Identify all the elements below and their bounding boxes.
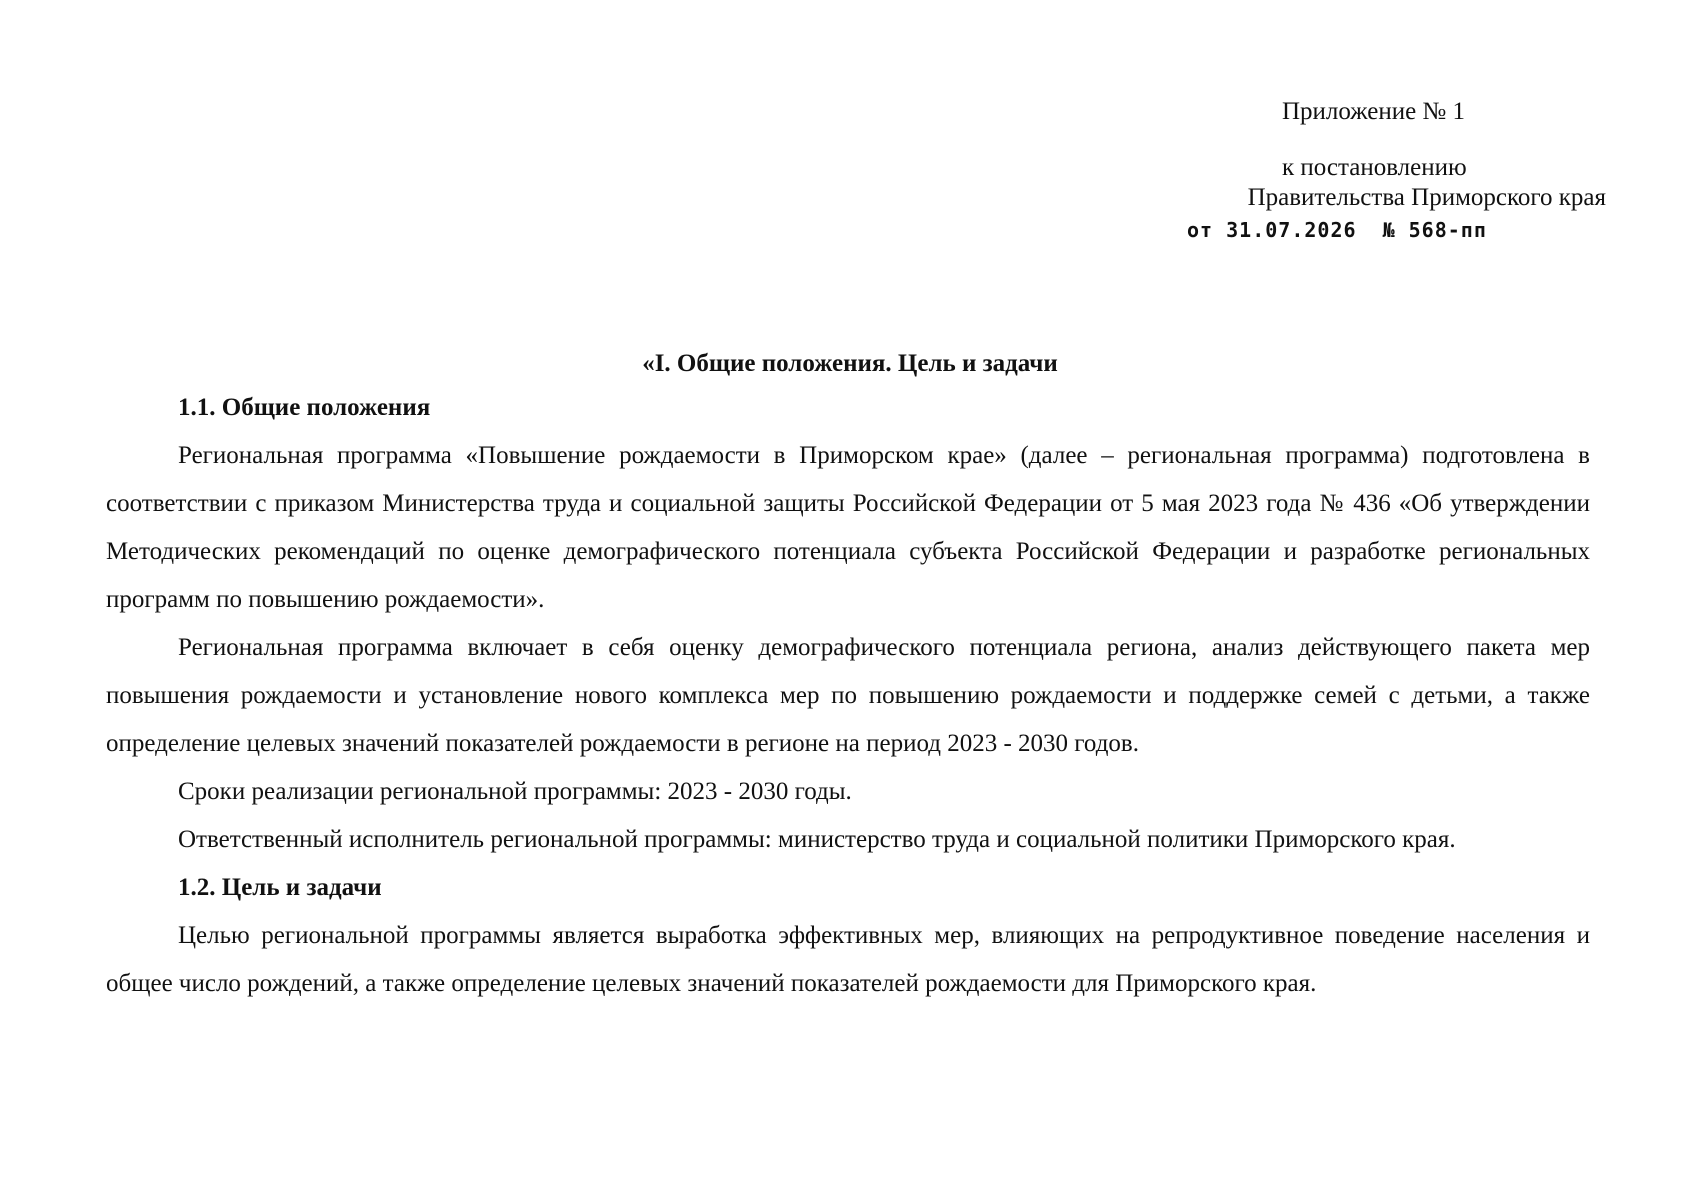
appendix-number: Приложение № 1 xyxy=(1282,98,1466,125)
paragraph: Целью региональной программы является выработка эффективных мер, влияющих на репродуктивное поведение населения и общее число рождений, а также определение целевых значений показателей рождаемости для Приморского края. xyxy=(106,922,1590,997)
appendix-date-line xyxy=(1187,214,1487,246)
paragraph: Ответственный исполнитель региональной программы: министерство труда и социальной политики Приморского края. xyxy=(178,826,1456,853)
document-number: № 568-пп xyxy=(1382,218,1487,242)
section-heading: 1.2. Цель и задачи xyxy=(178,874,382,901)
appendix-authority: Правительства Приморского края xyxy=(1247,184,1606,211)
document-title: «I. Общие положения. Цель и задачи xyxy=(642,350,1058,377)
paragraph: Сроки реализации региональной программы: 2023 - 2030 годы. xyxy=(178,778,852,805)
paragraph: Региональная программа включает в себя оценку демографического потенциала региона, анализ действующего пакета мер повышения рождаемости и установление нового комплекса мер по повышению рождаемости и поддержке семей с детьми, а также определение целевых значений показателей рождаемости в регионе на период 2023 - 2030 годов. xyxy=(106,634,1590,757)
appendix-reference: к постановлению xyxy=(1282,154,1467,181)
paragraph: Региональная программа «Повышение рождаемости в Приморском крае» (далее – региональная программа) подготовлена в соответствии с приказом Министерства труда и социальной защиты Российской Федерации от 5 мая 2023 года № 436 «Об утверждении Методических рекомендаций по оценке демографического потенциала субъекта Российской Федерации и разработке региональных программ по повышению рождаемости». xyxy=(106,442,1590,613)
document-date: 31.07.2026 xyxy=(1226,218,1357,242)
section-heading: 1.1. Общие положения xyxy=(178,394,431,421)
document-body xyxy=(106,340,1590,1008)
date-prefix: от xyxy=(1187,218,1214,242)
